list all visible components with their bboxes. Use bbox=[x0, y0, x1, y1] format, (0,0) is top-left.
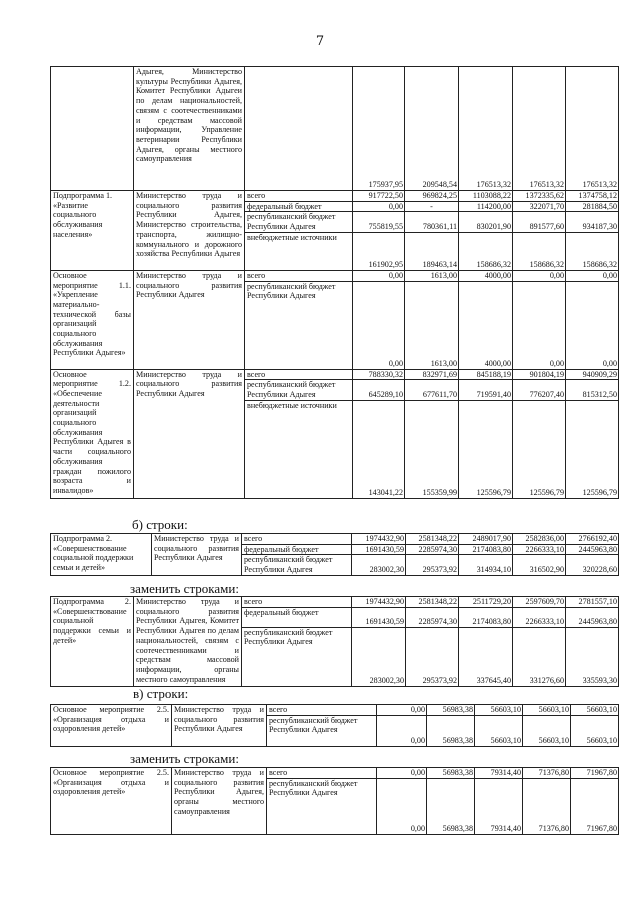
table-row: республиканский бюджет Республики Адыгея 645289,10 677611,70 719591,40 776207,40 815312,50 bbox=[51, 380, 619, 400]
table-row: Адыгея, Министерство культуры Республики Адыгея, Комитет Республики Адыгеи по делам национальностей, связям с соотечественниками и средствам массовой информации, Управление ветеринарии Республики Адыгея, органы местного самоуправления 175937,95 209548,54 176513,32 176513,32 176513,32 bbox=[51, 67, 619, 191]
table-row: федеральный бюджет 0,00 - 114200,00 322071,70 281884,50 bbox=[51, 201, 619, 212]
table-row: внебюджетные источники 161902,95 189463,14 158686,32 158686,32 158686,32 bbox=[51, 232, 619, 270]
table-row: Подпрограмма 1. «Развитие социального обслуживания населения» Министерство труда и социального развития Республики Адыгея, Министерство строительства, транспорта, жилищно-коммунального и дорожного хозяйства Республики Адыгея всего 917722,50 969824,25 1103088,22 1372335,62 1374758,12 bbox=[51, 191, 619, 202]
table-subprogram-2-new bbox=[50, 596, 619, 687]
table-row: республиканский бюджет Республики Адыгея 283002,30 295373,92 314934,10 316502,90 320228,60 bbox=[51, 555, 619, 575]
table-row: Основное мероприятие 2.5. «Организация отдыха и оздоровления детей» Министерство труда и социального развития Республики Адыгея всего 0,00 56983,38 56603,10 56603,10 56603,10 bbox=[51, 705, 619, 716]
responsible-cell: Министерство труда и социального развития Республики Адыгея bbox=[134, 369, 245, 498]
table-subprogram-2-old bbox=[50, 533, 619, 576]
responsible-cell: Министерство труда и социального развития Республики Адыгея, Министерство строительства, транспорта, жилищно-коммунального и дорожного хозяйства Республики Адыгея bbox=[134, 191, 245, 271]
table-row: Основное мероприятие 1.2. «Обеспечение деятельности организаций социального обслуживания Республики Адыгея в части социального обслуживания граждан пожилого возраста и инвалидов» Министерство труда и социального развития Республики Адыгея всего 788330,32 832971,69 845188,19 901804,19 940909,29 bbox=[51, 369, 619, 380]
subprogram-name: Подпрограмма 2. «Совершенствование социальной поддержки семьи и детей» bbox=[51, 597, 134, 687]
responsible-cell: Министерство труда и социального развития Республики Адыгея, органы местного самоуправления bbox=[172, 768, 267, 835]
subprogram-name: Подпрограмма 1. «Развитие социального обслуживания населения» bbox=[51, 191, 134, 271]
table-row: республиканский бюджет Республики Адыгея 755819,55 780361,11 830201,90 891577,60 934187,30 bbox=[51, 212, 619, 232]
table-activity-2-5-new bbox=[50, 767, 619, 835]
table-row: федеральный бюджет 1691430,59 2285974,30 2174083,80 2266333,10 2445963,80 bbox=[51, 607, 619, 627]
table-row: республиканский бюджет Республики Адыгея 0,00 1613,00 4000,00 0,00 0,00 bbox=[51, 281, 619, 369]
table-row: Подпрограмма 2. «Совершенствование социальной поддержки семьи и детей» Министерство труда и социального развития Республики Адыгея, Комитет Республики Адыгея по делам национальностей, связям с соотечественниками и средствам массовой информации, органы местного самоуправления всего 1974432,90 2581348,22 2511729,20 2597609,70 2781557,10 bbox=[51, 597, 619, 608]
table-row: Подпрограмма 2. «Совершенствование социальной поддержки семьи и детей» Министерство труда и социального развития Республики Адыгея всего 1974432,90 2581348,22 2489017,90 2582836,00 2766192,40 bbox=[51, 534, 619, 545]
activity-name: Основное мероприятие 1.2. «Обеспечение деятельности организаций социального обслуживания Республики Адыгея в части социального обслуживания граждан пожилого возраста и инвалидов» bbox=[51, 369, 134, 498]
heading-replace-2: заменить строками: bbox=[130, 751, 239, 766]
heading-replace-1: заменить строками: bbox=[130, 581, 239, 596]
table-row: федеральный бюджет 1691430,59 2285974,30 2174083,80 2266333,10 2445963,80 bbox=[51, 544, 619, 555]
responsible-cell: Министерство труда и социального развития Республики Адыгея bbox=[134, 270, 245, 369]
heading-b-rows: б) строки: bbox=[132, 517, 188, 532]
table-activity-2-5-old bbox=[50, 704, 619, 747]
table-row: внебюджетные источники 143041,22 155359,99 125596,79 125596,79 125596,79 bbox=[51, 400, 619, 498]
table-row: республиканский бюджет Республики Адыгея 283002,30 295373,92 337645,40 331276,60 335593,30 bbox=[51, 627, 619, 686]
table-row: республиканский бюджет Республики Адыгея 0,00 56983,38 56603,10 56603,10 56603,10 bbox=[51, 715, 619, 746]
table-row: Основное мероприятие 1.1. «Укрепление материально-технической базы организаций социального обслуживания Республики Адыгея» Министерство труда и социального развития Республики Адыгея всего 0,00 1613,00 4000,00 0,00 0,00 bbox=[51, 270, 619, 281]
responsible-cell: Адыгея, Министерство культуры Республики Адыгея, Комитет Республики Адыгеи по делам национальностей, связям с соотечественниками и средствам массовой информации, Управление ветеринарии Республики Адыгея, органы местного самоуправления bbox=[134, 67, 245, 191]
table-row: Основное мероприятие 2.5. «Организация отдыха и оздоровления детей» Министерство труда и социального развития Республики Адыгея, органы местного самоуправления всего 0,00 56983,38 79314,40 71376,80 71967,80 bbox=[51, 768, 619, 779]
table-row: республиканский бюджет Республики Адыгея 0,00 56983,38 79314,40 71376,80 71967,80 bbox=[51, 778, 619, 834]
subprogram-name: Подпрограмма 2. «Совершенствование социальной поддержки семьи и детей» bbox=[51, 534, 152, 576]
table-subprogram-1 bbox=[50, 66, 619, 499]
activity-name: Основное мероприятие 1.1. «Укрепление материально-технической базы организаций социального обслуживания Республики Адыгея» bbox=[51, 270, 134, 369]
responsible-cell: Министерство труда и социального развития Республики Адыгея bbox=[152, 534, 242, 576]
page-number: 7 bbox=[315, 34, 325, 49]
activity-name: Основное мероприятие 2.5. «Организация отдыха и оздоровления детей» bbox=[51, 768, 172, 835]
activity-name: Основное мероприятие 2.5. «Организация отдыха и оздоровления детей» bbox=[51, 705, 172, 747]
responsible-cell: Министерство труда и социального развития Республики Адыгея bbox=[172, 705, 267, 747]
heading-v-rows: в) строки: bbox=[133, 686, 189, 701]
responsible-cell: Министерство труда и социального развития Республики Адыгея, Комитет Республики Адыгея по делам национальностей, связям с соотечественниками и средствам массовой информации, органы местного самоуправления bbox=[134, 597, 242, 687]
